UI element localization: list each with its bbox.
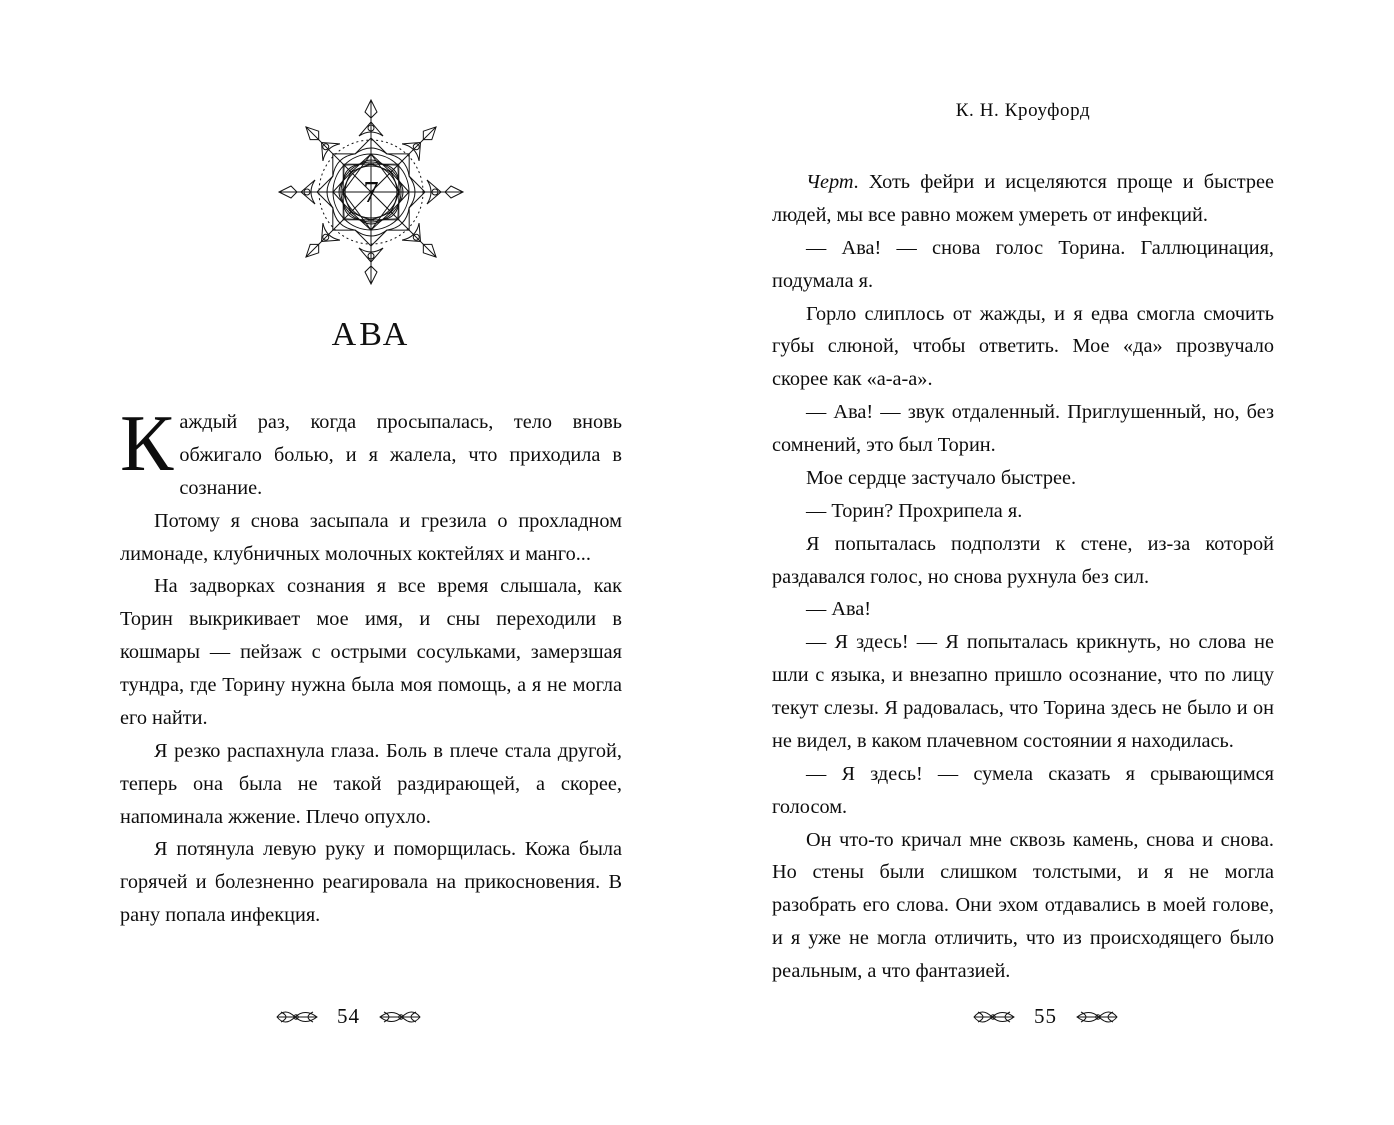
folio-flourish-right-icon: [378, 1006, 422, 1028]
italic-word: Черт: [806, 171, 854, 193]
paragraph-opening: [120, 400, 622, 505]
folio-left: [0, 1004, 697, 1029]
chapter-title: АВА: [331, 316, 411, 353]
page-number: 55: [1034, 1004, 1057, 1028]
paragraph: — Я здесь! — сумела сказать я срывающимся голосом.: [772, 762, 1274, 818]
right-page: [697, 0, 1394, 1125]
left-page-body: [120, 400, 622, 932]
drop-cap: К: [120, 400, 174, 488]
paragraph-with-italic-lead: [772, 166, 1274, 232]
paragraph: Горло слиплось от жажды, и я едва смогла смочить губы слюной, чтобы ответить. Мое «да» прозвучало скорее как «а-а-а».: [772, 302, 1274, 391]
chapter-ornament: [271, 92, 471, 292]
page-number: 54: [337, 1004, 360, 1028]
paragraph: Я резко распахнула глаза. Боль в плече стала другой, теперь она была не такой раздирающей, а скорее, напоминала жжение. Плечо опухло.: [120, 739, 622, 828]
folio-right: [697, 1004, 1394, 1029]
paragraph: Мое сердце застучало быстрее.: [806, 466, 1077, 489]
paragraph: Потому я снова засыпала и грезила о прохладном лимонаде, клубничных молочных коктейлях и манго...: [120, 509, 622, 565]
paragraph: Я потянула левую руку и поморщилась. Кожа была горячей и болезненно реагировала на прикосновения. В рану попала инфекция.: [120, 838, 622, 927]
paragraph: На задворках сознания я все время слышала, как Торин выкрикивает мое имя, и сны переходили в кошмары — пейзаж с острыми сосульками, замерзшая тундра, где Торину нужна была моя помощь, а я не могла его найти.: [120, 575, 622, 729]
running-head: К. Н. Кроуфорд: [955, 100, 1091, 121]
paragraph: — Ава! — звук отдаленный. Приглушенный, но, без сомнений, это был Торин.: [772, 401, 1274, 456]
paragraph: — Торин? Прохрипела я.: [806, 499, 1023, 522]
paragraph: — Ава! — снова голос Торина. Галлюцинация, подумала я.: [772, 236, 1274, 292]
paragraph: — Ава!: [806, 598, 872, 621]
paragraph: — Я здесь! — Я попыталась крикнуть, но слова не шли с языка, и внезапно пришло осознание, что по лицу текут слезы. Я радовалась, что Торина здесь не было и он не видел, в каком плачевном состоянии я находилась.: [772, 631, 1274, 752]
folio-flourish-left-icon: [275, 1006, 319, 1028]
paragraph-text: . Хоть фейри и исцеляются проще и быстрее людей, мы все равно можем умереть от инфекций.: [772, 171, 1274, 226]
paragraph: Я попыталась подползти к стене, из-за которой раздавался голос, но снова рухнула без сил.: [772, 532, 1274, 588]
paragraph-text: аждый раз, когда просыпалась, тело вновь обжигало болью, и я жалела, что приходила в сознание.: [179, 411, 622, 499]
folio-flourish-right-icon: [1075, 1006, 1119, 1028]
right-page-body: [772, 166, 1274, 988]
chapter-number: 7: [363, 174, 379, 209]
folio-flourish-left-icon: [972, 1006, 1016, 1028]
paragraph: Он что-то кричал мне сквозь камень, снова и снова. Но стены были слишком толстыми, и я не могла разобрать его слова. Они эхом отдавались в моей голове, и я уже не могла отличить, что из происходящего было реальным, а что фантазией.: [772, 828, 1274, 982]
